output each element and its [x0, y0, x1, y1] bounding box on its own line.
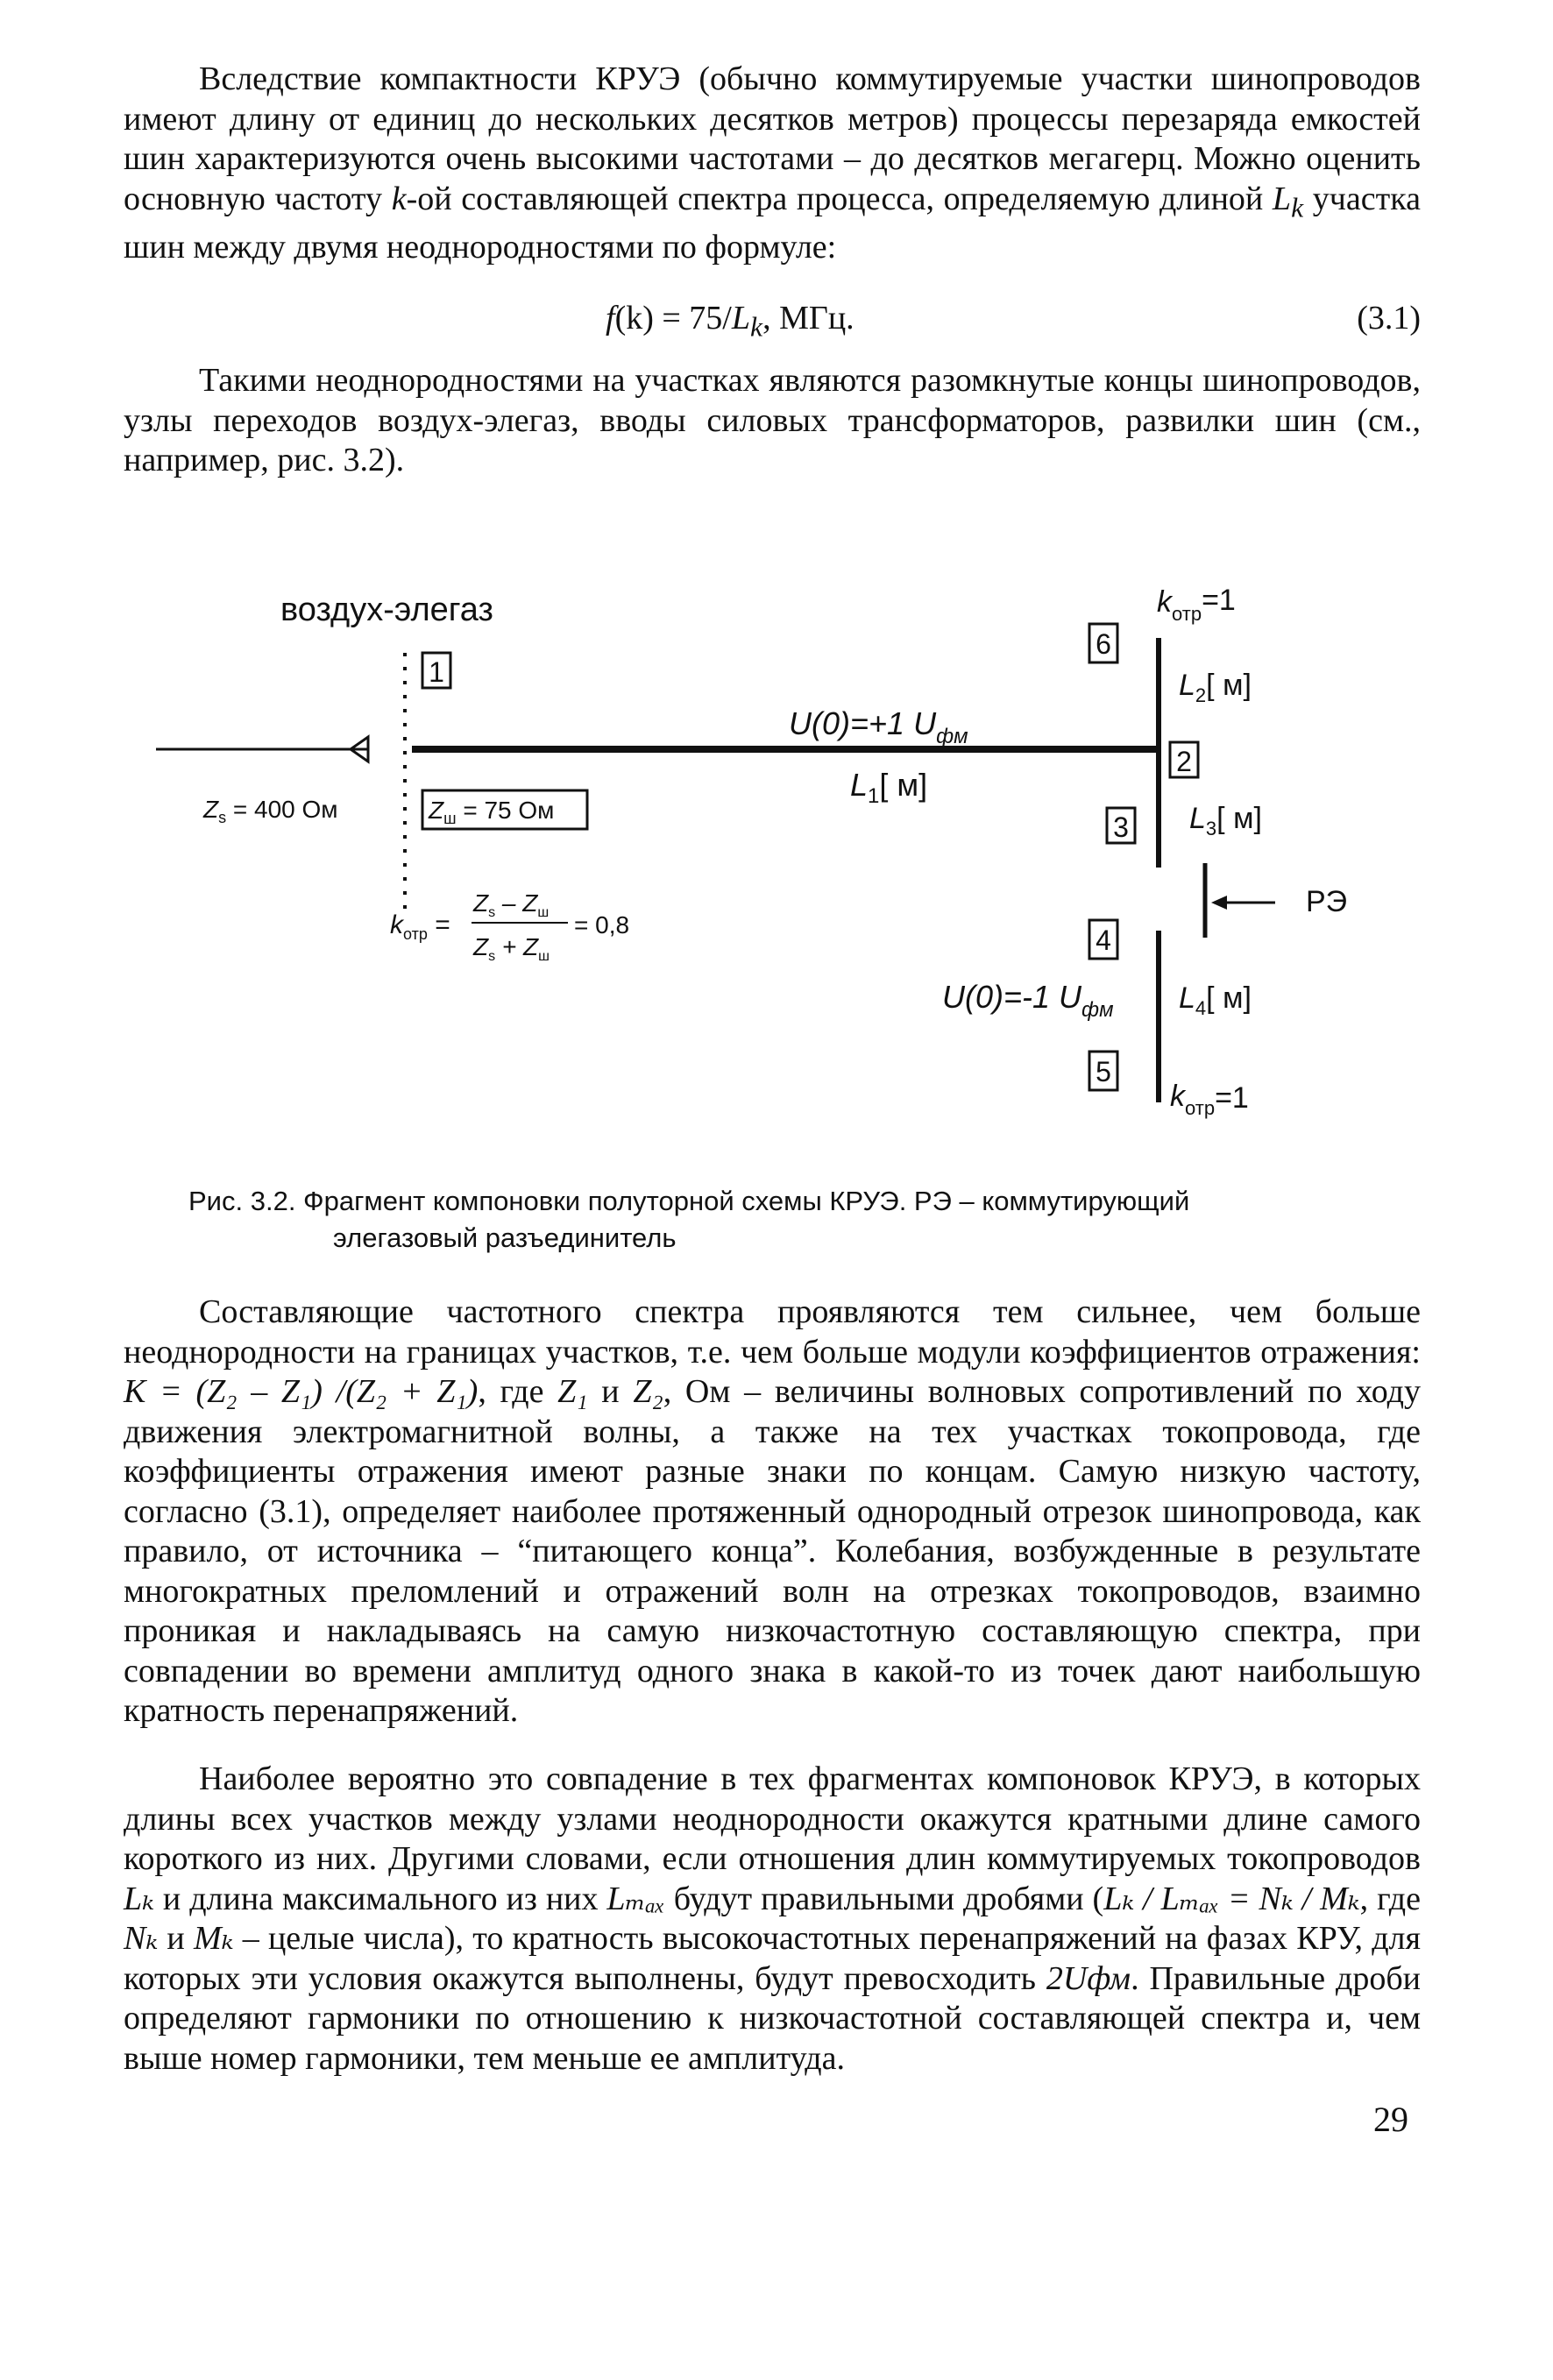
air-gas-label: воздух-элегаз	[280, 591, 493, 628]
formula-number: (3.1)	[1357, 300, 1421, 336]
box-4-label: 4	[1096, 924, 1111, 956]
p1-ksub: k	[1291, 192, 1304, 223]
p3-text-2: , где	[478, 1373, 558, 1410]
box-6	[1089, 624, 1117, 662]
re-label: РЭ	[1306, 885, 1348, 918]
box-2-label: 2	[1176, 746, 1192, 777]
box-1	[422, 653, 450, 688]
zsh-box	[422, 790, 587, 829]
u-plus-label: U(0)=+1 $U_{фм}$	[789, 705, 968, 748]
p3-z1: Z₁	[557, 1373, 588, 1410]
p1-text-3: участка шин между двумя неоднородностями по формуле:	[124, 180, 1421, 266]
p3-z2: Z₂	[633, 1373, 663, 1410]
p4-text-4: , где	[1359, 1880, 1421, 1917]
u-minus-label: U(0)=-1 $U_{фм}$	[942, 979, 1114, 1022]
paragraph-4	[124, 1760, 1421, 2079]
p4-u2: 2Uфм	[1046, 1959, 1131, 1997]
formula-L: L	[731, 300, 750, 336]
p3-formula: = (Z₂ – Z₁) /(Z₂ + Z₁)	[145, 1373, 479, 1410]
box-5-label: 5	[1096, 1056, 1111, 1087]
p1-text-2: -ой составляющей спектра процесса, определяемую длиной	[406, 180, 1273, 217]
p1-L: L	[1272, 180, 1292, 217]
formula-expression	[606, 298, 855, 348]
p4-text-2: и длина максимального из них	[154, 1880, 607, 1917]
zs-label: $Z_s = 400$ Ом	[203, 796, 338, 826]
p1-text-1: Вследствие компактности КРУЭ (обычно коммутируемые участки шинопроводов имеют длину от единиц до нескольких десятков метров) процессы перезаряда емкостей шин характеризуются очень высокими частотами – до десятков мегагерц. Можно оценить основную частоту	[124, 60, 1421, 217]
kotr-left: $k_{отр}$ =	[390, 910, 450, 943]
p1-k: k	[391, 180, 407, 217]
box-6-label: 6	[1096, 628, 1111, 660]
l1-label: $L_1$[ м]	[850, 767, 928, 808]
box-3-label: 3	[1113, 811, 1129, 843]
box-4	[1089, 920, 1117, 959]
p4-ratio: Lₖ / Lₘₐₓ = Nₖ / Mₖ	[1103, 1880, 1360, 1917]
kotr-value: = 0,8	[574, 911, 630, 939]
p3-K: K	[124, 1373, 146, 1410]
p4-lmax: Lₘₐₓ	[606, 1880, 665, 1917]
p3-text-3: и	[587, 1373, 634, 1410]
formula-unit: , МГц.	[762, 300, 855, 336]
paragraph-1	[124, 60, 1421, 267]
p3-text-4: , Ом – величины волновых сопротивлений по ходу движения электромагнитной волны, а также на тех участках токопровода, где коэффициенты отражения имеют разные знаки по концам. Самую низкую частоту, согласно (3.1), определяет наиболее протяженный однородный отрезок шинопровода, как правило, от источника – “питающего конца”. Колебания, возбужденные в результате многократных преломлений и отражений волн на отрезках токопроводов, взаимно проникая и накладываясь на самую низкочастотную составляющую спектра, при совпадении во времени амплитуд одного знака в какой-то из точек дают наибольшую кратность перенапряжений.	[124, 1373, 1421, 1729]
l2-label: $L_2$[ м]	[1179, 669, 1252, 706]
formula-f: f	[606, 300, 615, 336]
box-3	[1107, 808, 1135, 843]
box-2	[1170, 742, 1198, 777]
p4-text-5: и	[158, 1920, 194, 1957]
p4-nk: Nₖ	[124, 1920, 159, 1957]
box-1-label: 1	[429, 656, 444, 688]
p3-text-1: Составляющие частотного спектра проявляются тем сильнее, чем больше неоднородности на границах участков, т.е. чем больше модули коэффициентов отражения:	[124, 1293, 1421, 1371]
frac-denominator: $Z_s + Z_ш$	[473, 933, 550, 964]
l3-label: $L_3$[ м]	[1189, 802, 1262, 839]
caption-line-1: Рис. 3.2. Фрагмент компоновки полуторной схемы КРУЭ. РЭ – коммутирующий	[188, 1186, 1190, 1216]
bushing-symbol	[351, 737, 368, 761]
figure-caption	[188, 1183, 1415, 1257]
formula-arg: (k) = 75/	[614, 300, 732, 336]
formula-3-1	[124, 298, 1421, 343]
zsh-label: $Z_ш = 75$ Ом	[429, 797, 555, 827]
paragraph-2: Такими неоднородностями на участках являются разомкнутые концы шинопроводов, узлы переходов воздух-элегаз, вводы силовых трансформаторов, развилки шин (см., например, рис. 3.2).	[124, 362, 1421, 478]
p4-text-6: – целые числа), то кратность высокочастотных перенапряжений на фазах КРУ, для которых эти условия окажутся выполнены, будут превосходить	[124, 1920, 1422, 1997]
paragraph-3	[124, 1293, 1421, 1732]
re-arrow-head	[1211, 896, 1227, 910]
p4-text-3: будут правильными дробями (	[664, 1880, 1104, 1917]
formula-ksub: k	[750, 311, 763, 343]
caption-line-2: элегазовый разъединитель	[333, 1222, 677, 1253]
p4-mk: Mₖ	[194, 1920, 234, 1957]
page-number: 29	[1373, 2100, 1408, 2139]
p4-text-7: . Правильные дроби определяют гармоники по отношению к низкочастотной составляющей спектра и, чем выше номер гармоники, тем меньше ее амплитуда.	[124, 1959, 1421, 2077]
kotr-bottom-label: $k_{отр}=1$	[1170, 1080, 1249, 1119]
kotr-top-label: $k_{отр}=1$	[1157, 584, 1236, 625]
frac-numerator: $Z_s - Z_ш$	[473, 889, 550, 920]
p4-lk: Lₖ	[124, 1880, 154, 1917]
box-5	[1089, 1052, 1117, 1090]
l4-label: $L_4$[ м]	[1179, 981, 1252, 1019]
p4-text-1: Наиболее вероятно это совпадение в тех фрагментах компоновок КРУЭ, в которых длины всех участков между узлами неоднородности окажутся кратными длине самого короткого из них. Другими словами, если отношения длин коммутируемых токопроводов	[124, 1760, 1421, 1877]
